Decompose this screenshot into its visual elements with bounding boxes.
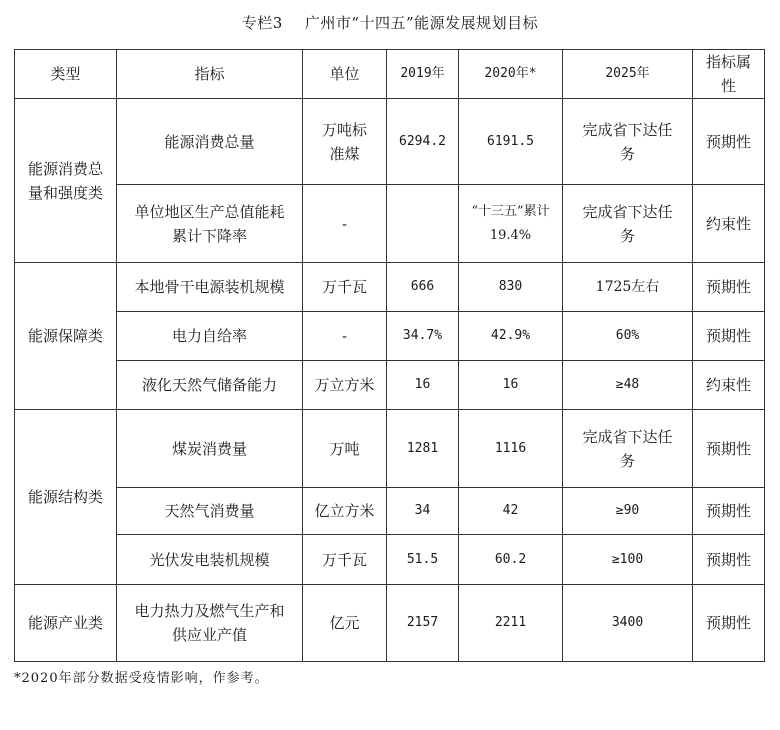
value-2019 bbox=[387, 185, 459, 263]
value-2020: 42.9% bbox=[459, 312, 563, 361]
value-2020: 60.2 bbox=[459, 535, 563, 585]
attribute-cell: 预期性 bbox=[693, 585, 765, 662]
value-2025: ≥48 bbox=[563, 361, 693, 410]
value-2020: 2211 bbox=[459, 585, 563, 662]
category-cell: 能源结构类 bbox=[15, 410, 117, 585]
column-label: 专栏3 bbox=[241, 14, 283, 32]
attribute-cell: 预期性 bbox=[693, 488, 765, 535]
table-row bbox=[15, 535, 765, 585]
footnote: *2020年部分数据受疫情影响，作参考。 bbox=[14, 671, 269, 686]
unit-cell: - bbox=[303, 185, 387, 263]
table-title bbox=[0, 12, 780, 33]
value-2020: “十三五”累计19.4% bbox=[459, 185, 563, 263]
attribute-cell: 约束性 bbox=[693, 185, 765, 263]
attribute-cell: 预期性 bbox=[693, 410, 765, 488]
value-2019: 16 bbox=[387, 361, 459, 410]
value-2020: 16 bbox=[459, 361, 563, 410]
header-cell: 类型 bbox=[15, 50, 117, 99]
indicator-cell: 天然气消费量 bbox=[117, 488, 303, 535]
table-row bbox=[15, 361, 765, 410]
header-cell: 指标 bbox=[117, 50, 303, 99]
unit-cell: 万立方米 bbox=[303, 361, 387, 410]
header-cell: 指标属性 bbox=[693, 50, 765, 99]
value-2020: 1116 bbox=[459, 410, 563, 488]
value-2020: 830 bbox=[459, 263, 563, 312]
header-cell: 2020年* bbox=[459, 50, 563, 99]
value-2019: 6294.2 bbox=[387, 99, 459, 185]
attribute-cell: 约束性 bbox=[693, 361, 765, 410]
value-2025: ≥100 bbox=[563, 535, 693, 585]
indicator-cell: 单位地区生产总值能耗累计下降率 bbox=[117, 185, 303, 263]
indicator-cell: 本地骨干电源装机规模 bbox=[117, 263, 303, 312]
value-2025: 完成省下达任务 bbox=[563, 99, 693, 185]
header-row bbox=[15, 50, 765, 99]
value-2020: 42 bbox=[459, 488, 563, 535]
table-row bbox=[15, 585, 765, 662]
header-cell: 2019年 bbox=[387, 50, 459, 99]
indicator-cell: 液化天然气储备能力 bbox=[117, 361, 303, 410]
unit-cell: 亿立方米 bbox=[303, 488, 387, 535]
indicator-cell: 能源消费总量 bbox=[117, 99, 303, 185]
header-cell: 单位 bbox=[303, 50, 387, 99]
attribute-cell: 预期性 bbox=[693, 99, 765, 185]
value-2025: 3400 bbox=[563, 585, 693, 662]
table-row bbox=[15, 99, 765, 185]
value-2025: 1725左右 bbox=[563, 263, 693, 312]
value-2025: 完成省下达任务 bbox=[563, 185, 693, 263]
attribute-cell: 预期性 bbox=[693, 263, 765, 312]
indicator-cell: 电力热力及燃气生产和供应业产值 bbox=[117, 585, 303, 662]
value-2019: 2157 bbox=[387, 585, 459, 662]
category-cell: 能源保障类 bbox=[15, 263, 117, 410]
value-2019: 34.7% bbox=[387, 312, 459, 361]
value-2019: 34 bbox=[387, 488, 459, 535]
attribute-cell: 预期性 bbox=[693, 535, 765, 585]
value-2019: 1281 bbox=[387, 410, 459, 488]
indicator-cell: 电力自给率 bbox=[117, 312, 303, 361]
value-2020: 6191.5 bbox=[459, 99, 563, 185]
indicator-cell: 光伏发电装机规模 bbox=[117, 535, 303, 585]
unit-cell: - bbox=[303, 312, 387, 361]
value-2025: ≥90 bbox=[563, 488, 693, 535]
category-cell: 能源产业类 bbox=[15, 585, 117, 662]
value-2025: 60% bbox=[563, 312, 693, 361]
unit-cell: 万吨 bbox=[303, 410, 387, 488]
table-row bbox=[15, 488, 765, 535]
value-2019: 51.5 bbox=[387, 535, 459, 585]
value-2019: 666 bbox=[387, 263, 459, 312]
table-row bbox=[15, 410, 765, 488]
attribute-cell: 预期性 bbox=[693, 312, 765, 361]
table-row bbox=[15, 185, 765, 263]
header-cell: 2025年 bbox=[563, 50, 693, 99]
table-row bbox=[15, 263, 765, 312]
table-row bbox=[15, 312, 765, 361]
unit-cell: 万千瓦 bbox=[303, 535, 387, 585]
value-2025: 完成省下达任务 bbox=[563, 410, 693, 488]
title-text: 广州市“十四五”能源发展规划目标 bbox=[304, 14, 539, 32]
indicator-cell: 煤炭消费量 bbox=[117, 410, 303, 488]
category-cell: 能源消费总量和强度类 bbox=[15, 99, 117, 263]
energy-targets-table bbox=[14, 49, 765, 662]
unit-cell: 亿元 bbox=[303, 585, 387, 662]
unit-cell: 万吨标准煤 bbox=[303, 99, 387, 185]
unit-cell: 万千瓦 bbox=[303, 263, 387, 312]
